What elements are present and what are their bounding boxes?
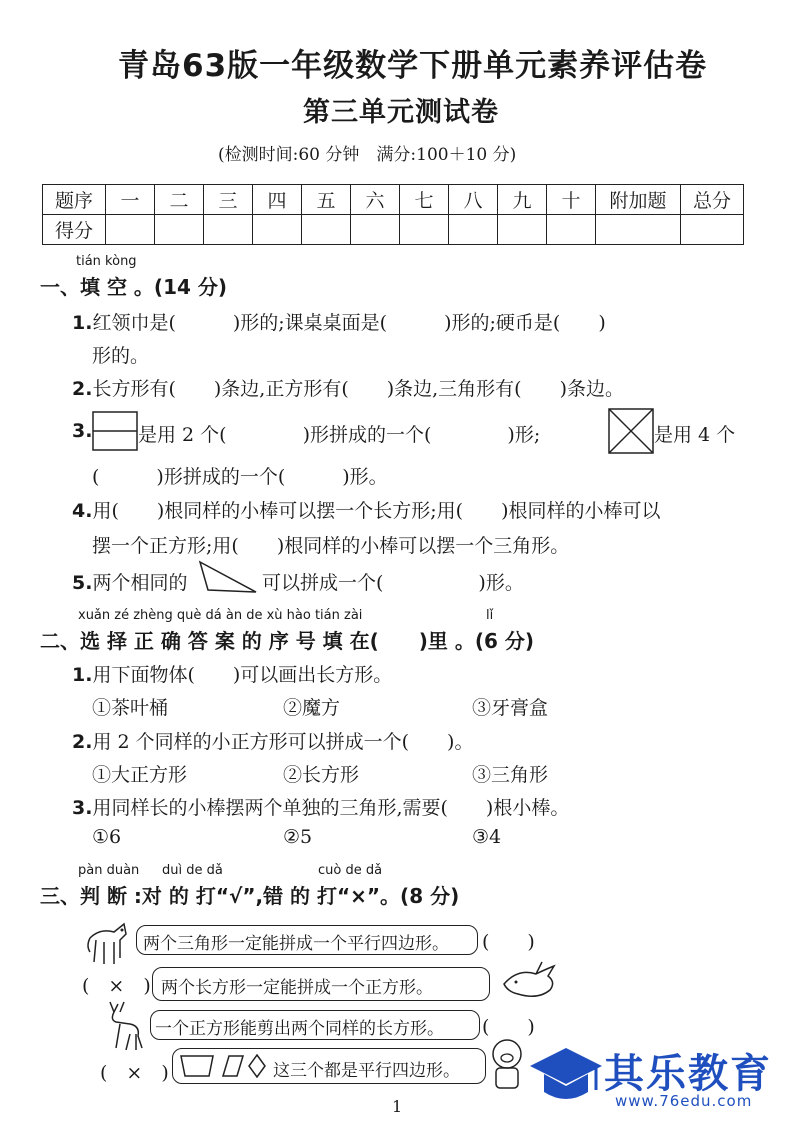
score-cell[interactable] bbox=[204, 215, 253, 245]
deer-illustration-icon bbox=[96, 998, 150, 1054]
table-cell: 题序 bbox=[43, 185, 106, 215]
score-cell[interactable] bbox=[498, 215, 547, 245]
pig-illustration-icon bbox=[484, 1036, 530, 1092]
table-cell: 五 bbox=[302, 185, 351, 215]
score-table-header-row bbox=[43, 185, 744, 215]
question-3-cont: ( )形拼成的一个( )形。 bbox=[92, 466, 388, 488]
option-1: ①茶叶桶 bbox=[92, 697, 169, 719]
table-cell: 附加题 bbox=[596, 185, 681, 215]
table-cell: 一 bbox=[106, 185, 155, 215]
brand-url: www.76edu.com bbox=[615, 1092, 753, 1110]
exam-meta: (检测时间:60 分钟 满分:100＋10 分) bbox=[218, 145, 517, 165]
table-cell: 六 bbox=[351, 185, 400, 215]
option-2: ②5 bbox=[283, 826, 313, 848]
choice-question-2: 2.用 2 个同样的小正方形可以拼成一个( )。 bbox=[72, 731, 474, 753]
option-1: ①大正方形 bbox=[92, 764, 188, 786]
table-cell: 十 bbox=[547, 185, 596, 215]
statement-bubble: 两个长方形一定能拼成一个正方形。 bbox=[152, 967, 490, 1001]
statement-bubble: 一个正方形能剪出两个同样的长方形。 bbox=[150, 1010, 480, 1040]
table-cell: 七 bbox=[400, 185, 449, 215]
table-cell: 八 bbox=[449, 185, 498, 215]
score-cell[interactable] bbox=[302, 215, 351, 245]
question-5 bbox=[72, 568, 187, 595]
score-cell[interactable] bbox=[351, 215, 400, 245]
triangle-figure bbox=[198, 560, 260, 596]
answer-blank[interactable]: ( × ) bbox=[100, 1062, 169, 1084]
option-2: ②长方形 bbox=[283, 764, 360, 786]
statement-bubble: 两个三角形一定能拼成一个平行四边形。 bbox=[136, 925, 478, 955]
horse-illustration-icon bbox=[80, 918, 136, 970]
question-4-cont: 摆一个正方形;用( )根同样的小棒可以摆一个三角形。 bbox=[92, 535, 570, 557]
answer-blank[interactable]: ( ) bbox=[482, 931, 535, 953]
question-text: 用( )根同样的小棒可以摆一个长方形;用( )根同样的小棒可以 bbox=[92, 500, 661, 522]
question-3-num: 3. bbox=[72, 420, 93, 442]
table-cell: 得分 bbox=[43, 215, 106, 245]
section3-heading: 三、判 断 :对 的 打“√”,错 的 打“×”。(8 分) bbox=[40, 884, 460, 908]
section1-heading: 一、填 空 。(14 分) bbox=[40, 275, 228, 299]
question-text: 两个相同的 bbox=[92, 572, 188, 594]
score-cell[interactable] bbox=[449, 215, 498, 245]
score-cell[interactable] bbox=[547, 215, 596, 245]
statement-bubble: 这三个都是平行四边形。 bbox=[172, 1048, 486, 1084]
question-text: 红领巾是( )形的;课桌桌面是( )形的;硬币是( ) bbox=[92, 312, 606, 334]
option-1: ①6 bbox=[92, 826, 122, 848]
bird-illustration-icon bbox=[498, 960, 562, 1006]
question-number: 5. bbox=[72, 572, 93, 594]
section3-pinyin-a: pàn duàn bbox=[78, 863, 140, 878]
option-2: ②魔方 bbox=[283, 697, 341, 719]
section3-pinyin-b: duì de dǎ bbox=[162, 863, 223, 878]
score-cell[interactable] bbox=[155, 215, 204, 245]
section2-pinyin: xuǎn zé zhèng què dá àn de xù hào tián zài bbox=[78, 608, 363, 623]
section1-pinyin: tián kòng bbox=[76, 254, 137, 269]
rectangle-split-figure bbox=[92, 411, 138, 451]
section3-pinyin-c: cuò de dǎ bbox=[318, 863, 383, 878]
question-1-cont: 形的。 bbox=[92, 345, 150, 367]
table-cell: 九 bbox=[498, 185, 547, 215]
question-1 bbox=[72, 308, 606, 335]
brand-logo-text: 其乐教育 bbox=[604, 1051, 772, 1097]
page-number: 1 bbox=[392, 1097, 403, 1116]
question-5-text-b: 可以拼成一个( )形。 bbox=[262, 572, 524, 594]
score-table bbox=[42, 184, 744, 245]
option-3: ③牙膏盒 bbox=[472, 697, 549, 719]
table-cell: 总分 bbox=[681, 185, 744, 215]
question-2 bbox=[72, 374, 624, 401]
page-title: 青岛63版一年级数学下册单元素养评估卷 bbox=[118, 48, 708, 84]
score-cell[interactable] bbox=[596, 215, 681, 245]
parallelogram-shapes-icon bbox=[179, 1054, 269, 1078]
score-table-score-row bbox=[43, 215, 744, 245]
section2-pinyin-li: lǐ bbox=[486, 608, 494, 623]
section2-heading: 二、选 择 正 确 答 案 的 序 号 填 在( )里 。(6 分) bbox=[40, 629, 535, 653]
option-3: ③三角形 bbox=[472, 764, 549, 786]
answer-blank[interactable]: ( ) bbox=[482, 1016, 535, 1038]
option-3: ③4 bbox=[472, 826, 502, 848]
answer-blank[interactable]: ( × ) bbox=[82, 975, 151, 997]
choice-question-3: 3.用同样长的小棒摆两个单独的三角形,需要( )根小棒。 bbox=[72, 797, 570, 819]
score-cell[interactable] bbox=[681, 215, 744, 245]
score-cell[interactable] bbox=[106, 215, 155, 245]
score-cell[interactable] bbox=[253, 215, 302, 245]
question-number: 2. bbox=[72, 378, 93, 400]
question-3-text-a: 是用 2 个( )形拼成的一个( )形; bbox=[138, 424, 541, 446]
graduation-cap-logo-icon bbox=[526, 1040, 604, 1110]
table-cell: 三 bbox=[204, 185, 253, 215]
page-subtitle: 第三单元测试卷 bbox=[303, 97, 499, 128]
score-cell[interactable] bbox=[400, 215, 449, 245]
table-cell: 四 bbox=[253, 185, 302, 215]
question-3-text-b: 是用 4 个 bbox=[654, 424, 736, 446]
square-diagonals-figure bbox=[608, 408, 654, 454]
question-text: 长方形有( )条边,正方形有( )条边,三角形有( )条边。 bbox=[92, 378, 625, 400]
question-number: 1. bbox=[72, 312, 93, 334]
question-number: 4. bbox=[72, 500, 93, 522]
choice-question-1: 1.用下面物体( )可以画出长方形。 bbox=[72, 664, 393, 686]
question-4 bbox=[72, 496, 661, 523]
table-cell: 二 bbox=[155, 185, 204, 215]
